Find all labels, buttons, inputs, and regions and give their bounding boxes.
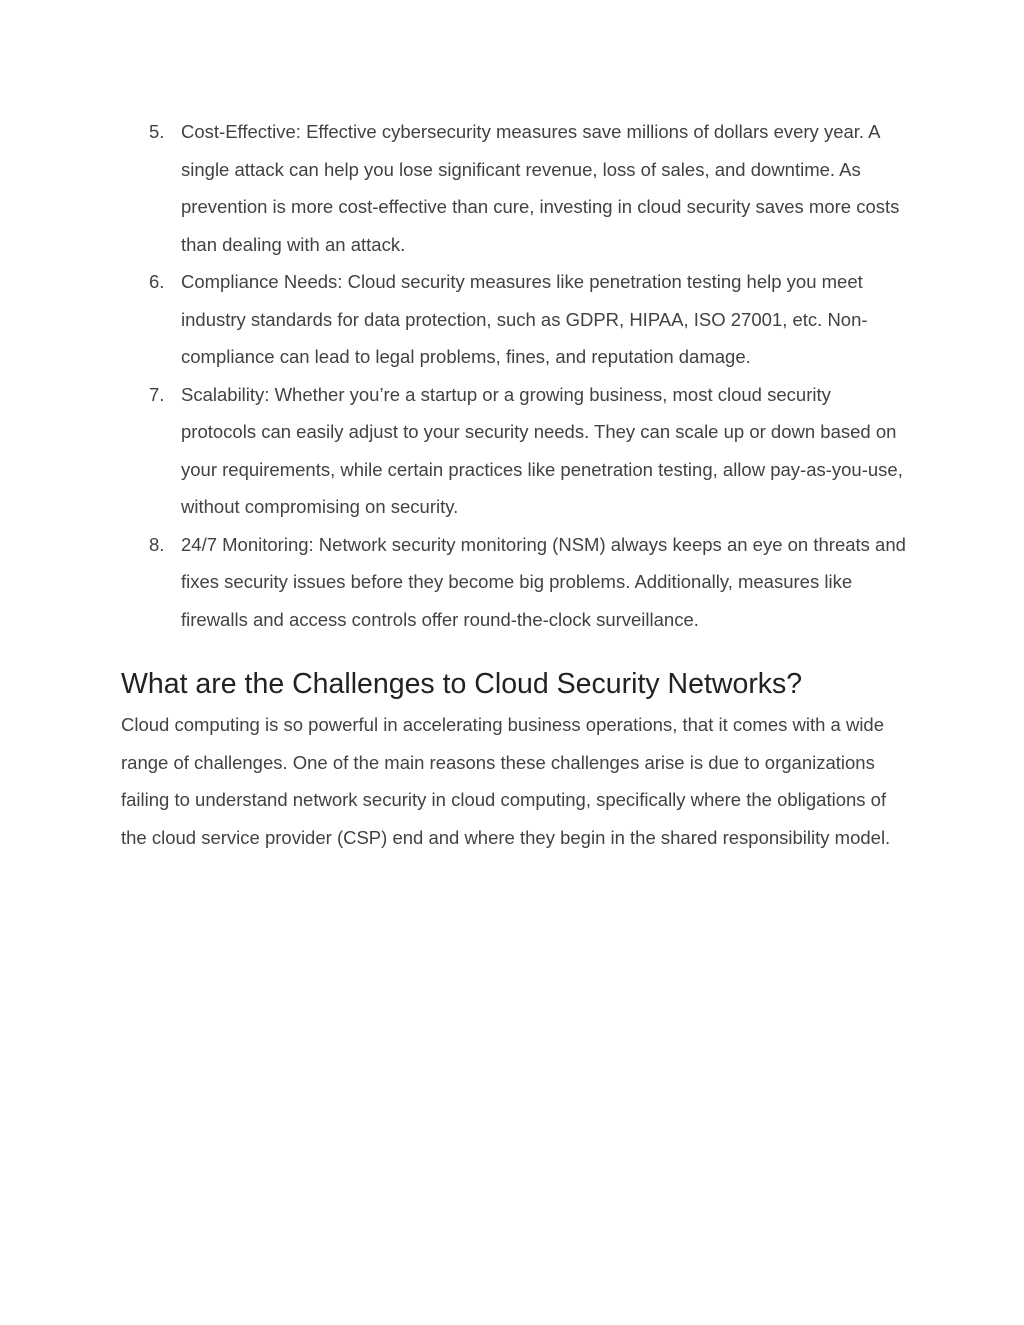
list-item-text: Cost-Effective: Effective cybersecurity measures save millions of dollars every year. A single attack can help you lose significant revenue, loss of sales, and downtime. As prevention is more cost-effective than cure, investing in cloud security saves more costs than dealing with an attack. (181, 121, 900, 255)
list-item-number: 7. (149, 383, 165, 405)
section-heading: What are the Challenges to Cloud Security Networks? (121, 668, 803, 700)
list-item (121, 113, 911, 263)
list-item (121, 526, 911, 639)
list-item (121, 263, 911, 376)
list-item-text: 24/7 Monitoring: Network security monitoring (NSM) always keeps an eye on threats and fixes security issues before they become big problems. Additionally, measures like firewalls and access controls offer round-the-clock surveillance. (181, 533, 906, 630)
list-item-number: 5. (149, 121, 165, 142)
list-item-number: 6. (149, 271, 165, 292)
numbered-list (121, 113, 911, 638)
list-item-number: 8. (149, 533, 165, 555)
section-paragraph: Cloud computing is so powerful in accelerating business operations, that it comes with a wide range of challenges. One of the main reasons these challenges arise is due to organizations failing to understand network security in cloud computing, specifically where the obligations of the cloud service provider (CSP) end and where they begin in the shared responsibility model. (121, 714, 891, 848)
list-item-text: Scalability: Whether you’re a startup or a growing business, most cloud security protocols can easily adjust to your security needs. They can scale up or down based on your requirements, while certain practices like penetration testing, allow pay-as-you-use, without compromising on security. (181, 383, 903, 517)
list-item (121, 376, 911, 526)
list-item-text: Compliance Needs: Cloud security measures like penetration testing help you meet industry standards for data protection, such as GDPR, HIPAA, ISO 27001, etc. Non-compliance can lead to legal problems, fines, and reputation damage. (181, 271, 868, 367)
